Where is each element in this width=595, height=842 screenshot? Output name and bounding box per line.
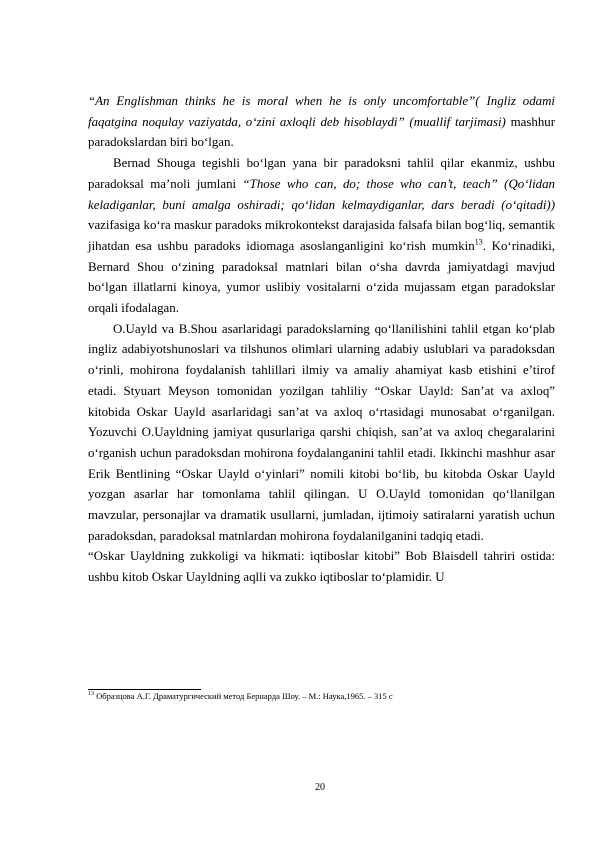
paragraph-2 xyxy=(88,153,555,319)
paragraph-3: O.Uayld va B.Shou asarlaridagi paradokslarning qo‘llanilishini tahlil etgan ko‘plab ingliz adabiyotshunoslari va tilshunos olimlari ularning adabiy uslublari va paradoksdan o‘rinli, mohirona foydalanish tahlillari ilmiy va amaliy ahamiyat kasb etishini e’tirof etadi. Styuart Meyson tomonidan yozilgan tahliliy “Oskar Uayld: San’at va axloq” kitobida Oskar Uayld asarlaridagi san’at va axloq o‘rtasidagi munosabat o‘rganilgan. Yozuvchi O.Uayldning jamiyat qusurlariga qarshi chiqish, san’at va axloq chegaralarini o‘rganish uchun paradoksdan mohirona foydalanganini tahlil etadi. Ikkinchi mashhur asar Erik Bentlining “Oskar Uayld o‘yinlari” nomili kitobi bo‘lib, bu kitobda Oskar Uayld yozgan asarlar har tomonlama tahlil qilingan. U O.Uayld tomonidan qo‘llanilgan mavzular, personajlar va dramatik usullarni, jumladan, ijtimoiy satiralarni yaratish uchun paradoksdan, paradoksal matnlardan mohirona foydalanilganini tadqiq etadi. xyxy=(88,321,555,543)
footnote xyxy=(88,691,555,702)
paragraph-1 xyxy=(88,91,555,153)
footnote-mark: 13 xyxy=(88,691,94,698)
quote-english-moral: “An Englishman thinks he is moral when he is only uncomfortable”( Ingliz odami faqatgina noqulay vaziyatda, o‘zini axloqli deb hisoblaydi” (muallif tarjimasi) xyxy=(88,94,555,129)
paragraph-2-text-a: Bernad Shouga tegishli bo‘lgan yana bir paradoksni tahlil qilar ekanmiz, ushbu paradoksal ma’noli jumlani xyxy=(88,156,555,191)
footnote-separator xyxy=(88,689,201,690)
paragraph-1-text: mashhur paradokslardan biri bo‘lgan. xyxy=(88,114,555,150)
footnote-text: Образцова А.Г. Драматургический метод Бернарда Шоу. – М.: Наука,1965. – 315 с xyxy=(94,691,393,701)
paragraph-4: “Oskar Uayldning zukkoligi va hikmati: iqtiboslar kitobi” Bob Blaisdell tahriri ostida: ushbu kitob Oskar Uayldning aqlli va zukko iqtiboslar to‘plamidir. U xyxy=(88,549,555,585)
page-body xyxy=(88,91,555,588)
quote-those-who-can: “Those who can, do; those who can’t, teach” (Qo‘lidan keladiganlar, buni amalga oshiradi; qo‘lidan kelmaydiganlar, dars beradi (o‘qitadi)) xyxy=(88,176,556,212)
footnote-reference[interactable]: 13 xyxy=(474,237,483,247)
paragraph-2-text-c: . Ko‘rinadiki, Bernard Shou o‘zining paradoksal matnlari bilan o‘sha davrda jamiyatdagi mavjud bo‘lgan illatlarni kinoya, yumor uslibiy vositalarni o‘zida mujassam etgan paradokslar orqali ifodalagan. xyxy=(88,238,556,316)
paragraph-2-text-b: vazifasiga ko‘ra maskur paradoks mikrokontekst darajasida falsafa bilan bog‘liq, semantik jihatdan esa ushbu paradoks idiomaga asoslanganligini ko‘rish mumkin xyxy=(88,218,555,253)
page-number: 20 xyxy=(315,782,325,793)
